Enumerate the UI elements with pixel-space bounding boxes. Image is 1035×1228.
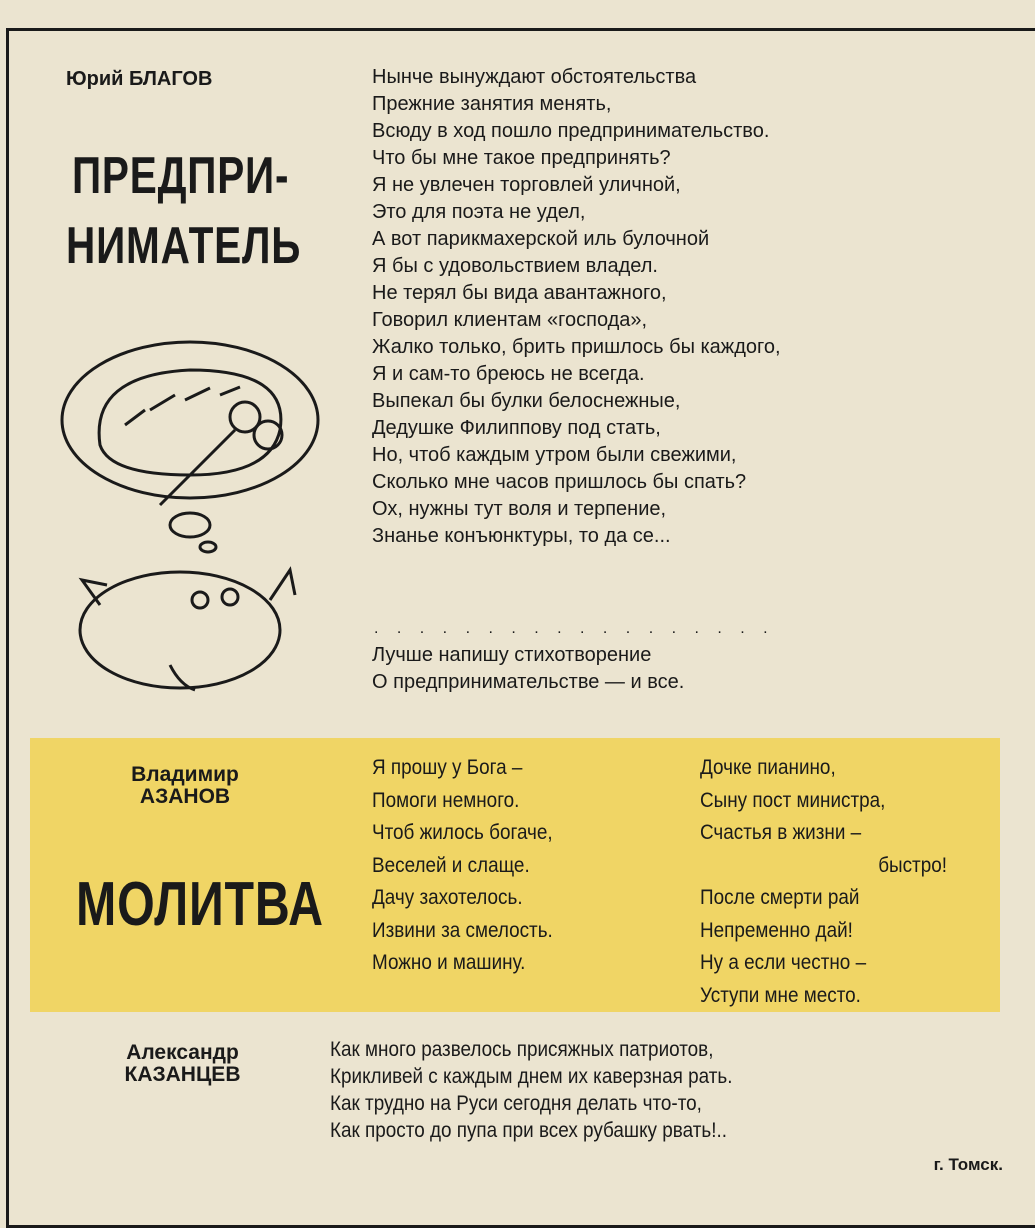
poem-line: Ну а если честно – — [700, 951, 867, 974]
poem-line: Но, чтоб каждым утром были свежими, — [372, 444, 737, 466]
poem-line: Я прошу у Бога – — [372, 756, 523, 779]
poem-line: Выпекал бы булки белоснежные, — [372, 390, 681, 412]
poem-line: Сыну пост министра, — [700, 788, 886, 812]
poem3-place: г. Томск. — [933, 1155, 1003, 1174]
poem2-author — [100, 764, 270, 808]
poem-line: Это для поэта не удел, — [372, 201, 586, 223]
poem-line: Говорил клиентам «господа», — [372, 309, 648, 331]
poem2-title: МОЛИТВА — [76, 870, 324, 939]
poem-line: Знанье конъюнктуры, то да се... — [372, 525, 671, 547]
poem-line: Помоги немного. — [372, 788, 520, 812]
poem-line: Веселей и слаще. — [372, 853, 530, 877]
poem-line: Счастья в жизни – — [700, 821, 862, 844]
barber-baker-illustration — [40, 335, 340, 705]
poem-line: Что бы мне такое предпринять? — [372, 147, 671, 169]
poem2-col2 — [700, 752, 1000, 1012]
poem1-author: Юрий БЛАГОВ — [66, 68, 213, 90]
poem3-author-last: КАЗАНЦЕВ — [124, 1063, 241, 1086]
poem-line: Я и сам-то бреюсь не всегда. — [372, 363, 645, 385]
poem-line: Прежние занятия менять, — [372, 93, 612, 115]
poem-line: быстро! — [878, 853, 947, 877]
poem-line: Сколько мне часов пришлось бы спать? — [372, 471, 747, 493]
poem-line: Жалко только, брить пришлось бы каждого, — [372, 336, 781, 358]
poem-line: Ох, нужны тут воля и терпение, — [372, 498, 667, 520]
poem2-author-last: АЗАНОВ — [139, 785, 231, 808]
poem-line: Дачу захотелось. — [372, 886, 523, 909]
poem-line: Я не увлечен торговлей уличной, — [372, 174, 681, 196]
poem-line: О предпринимательстве — и все. — [372, 671, 685, 693]
poem-line: Извини за смелость. — [372, 918, 553, 942]
poem1-title-line2: НИМАТЕЛЬ — [66, 217, 302, 275]
poem-line: Крикливей с каждым днем их каверзная рать. — [330, 1065, 733, 1088]
poem-line: Чтоб жилось богаче, — [372, 821, 553, 844]
poem-line: После смерти рай — [700, 886, 860, 909]
poem-line: Дочке пианино, — [700, 756, 836, 779]
poem-line: Всюду в ход пошло предпринимательство. — [372, 120, 770, 142]
poem-line: Можно и машину. — [372, 951, 526, 974]
poem1-lines — [372, 64, 781, 550]
poem-line: Как трудно на Руси сегодня делать что-то, — [330, 1092, 702, 1115]
poem-line: Лучше напишу стихотворение — [372, 644, 652, 666]
poem-line: Дедушке Филиппову под стать, — [372, 417, 661, 439]
poem1-title-line1: ПРЕДПРИ- — [72, 147, 290, 205]
poem-line: Как много развелось присяжных патриотов, — [330, 1038, 714, 1061]
poem3-author-first: Александр — [126, 1041, 239, 1064]
poem3-author — [90, 1042, 275, 1086]
poem-line: Как просто до пупа при всех рубашку рвать!.. — [330, 1119, 727, 1142]
poem-line: Я бы с удовольствием владел. — [372, 255, 658, 277]
poem3-lines — [330, 1036, 777, 1144]
poem2-col1 — [372, 752, 573, 980]
poem-line: А вот парикмахерской иль булочной — [372, 228, 710, 250]
poem-line: Нынче вынуждают обстоятельства — [372, 66, 697, 88]
poem2-author-first: Владимир — [131, 763, 239, 786]
poem1-separator: . . . . . . . . . . . . . . . . . . — [374, 620, 775, 637]
poem-line: Не терял бы вида авантажного, — [372, 282, 667, 304]
poem1-ending — [372, 642, 684, 696]
poem-line: Непременно дай! — [700, 918, 853, 942]
poem-line: Уступи мне место. — [700, 983, 861, 1007]
